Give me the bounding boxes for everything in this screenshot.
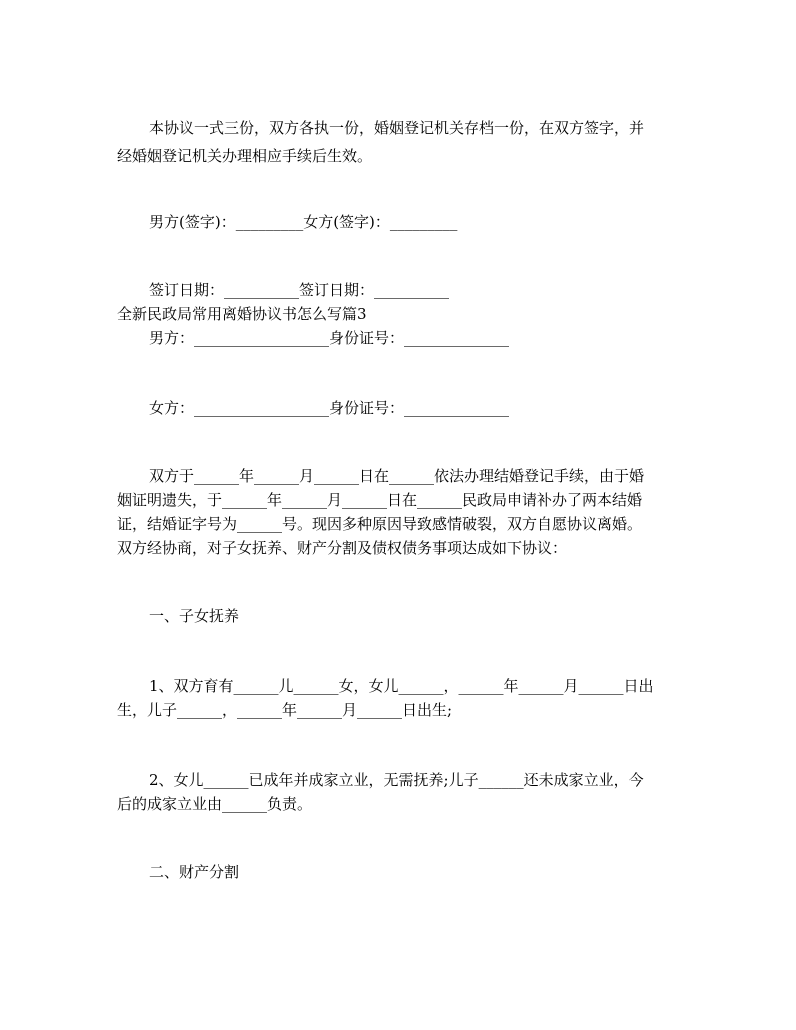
intro-paragraph-line-3: 证，结婚证字号为______号。现因多种原因导致感情破裂，双方自愿协议离婚。	[117, 515, 643, 533]
heading-child-custody: 一、子女抚养	[149, 607, 240, 625]
item-2-line-2: 后的成家立业由______负责。	[117, 795, 313, 813]
item-1-line-2: 生，儿子______，______年______月______日出生;	[117, 701, 453, 719]
signature-line: 男方(签字)：_________女方(签字)：_________	[149, 213, 458, 231]
female-party-line: 女方：__________________身份证号：______________	[149, 399, 510, 417]
intro-paragraph-line-4: 双方经协商，对子女抚养、财产分割及债权债务事项达成如下协议：	[117, 539, 568, 557]
effect-clause-line-2: 经婚姻登记机关办理相应手续后生效。	[117, 147, 373, 165]
item-2-line-1: 2、女儿______已成年并成家立业，无需抚养;儿子______还未成家立业，今	[149, 771, 644, 789]
section-title: 全新民政局常用离婚协议书怎么写篇3	[117, 305, 367, 323]
item-1-line-1: 1、双方育有______儿______女，女儿______，______年______月______日出	[149, 677, 654, 695]
effect-clause-line-1: 本协议一式三份，双方各执一份，婚姻登记机关存档一份，在双方签字，并	[149, 119, 645, 137]
signing-date-line: 签订日期：__________签订日期：__________	[149, 281, 450, 299]
heading-property-division: 二、财产分割	[149, 863, 240, 881]
intro-paragraph-line-2: 姻证明遗失，于______年______月______日在______民政局申请补办了两本结婚	[117, 491, 643, 509]
intro-paragraph-line-1: 双方于______年______月______日在______依法办理结婚登记手续，由于婚	[149, 467, 645, 485]
male-party-line: 男方：__________________身份证号：______________	[149, 329, 510, 347]
